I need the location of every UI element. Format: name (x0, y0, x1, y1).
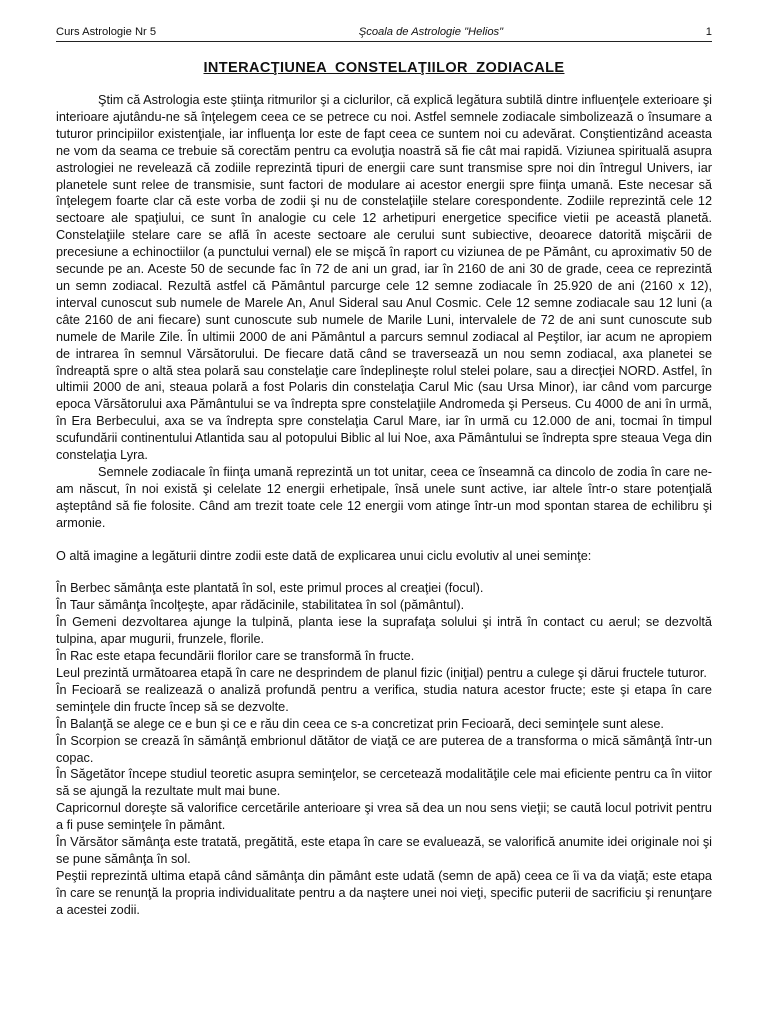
sign-leo: Leul prezintă următoarea etapă în care ne desprindem de planul fizic (iniţial) pentru a culege şi dărui fructele tuturor. (56, 666, 707, 680)
sign-libra: În Balanţă se alege ce e bun şi ce e rău din ceea ce s-a concretizat prin Fecioară, deci seminţele sunt alese. (56, 716, 664, 731)
spacer (56, 532, 712, 548)
page-header (56, 26, 712, 42)
sign-aries: În Berbec sămânţa este plantată în sol, este primul proces al creaţiei (focul). (56, 581, 484, 596)
paragraph-unity: Semnele zodiacale în fiinţa umană reprezintă un tot unitar, ceea ce înseamnă ca dincolo de zodia în care ne-am născut, în noi există şi celelate 12 energii erhetipale, însă unele sunt active, iar altele într-o stare potenţială aşteptând să fie folosite. Când am trezit toate cele 12 energii vom atinge într-un mod spontan starea de echilibru şi armonie. (56, 464, 712, 530)
paragraph-intro: Ştim că Astrologia este ştiinţa ritmurilor şi a ciclurilor, că explică legătura subtilă dintre influenţele exterioare şi interioare ajutându-ne să înţelegem ceea ce se petrece cu noi. Astfel semnele zodiacale simbolizează o însumare a tuturor principiilor existenţiale, iar influenţa lor este de fapt ceea ce suntem noi cu adevărat. Conştientizând aceasta ne vom da seama ce trebuie să corectăm pentru ca evoluţia noastră să fie cât mai rapidă. Viziunea spirituală asupra astrologiei ne revelează că zodiile reprezintă tipuri de energii care sunt transmise spre noi din întregul Univers, iar planetele sunt relee de transmisie, sunt factori de modulare ai acestor energii spre fiinţa umană. Este necesar să înţelegem foarte clar că este vorba de zodii şi nu de constelaţiile stelare corespondente. Zodiile reprezintă cele 12 sectoare ale spaţiului, ce sunt în analogie cu cele 12 arhetipuri energetice specifice vietii pe această planetă. Constelaţiile stelare care se află în aceste sectoare ale cerului sunt subiective, deoarece datorită mişcării de precesiune a echinoctiilor (a punctului vernal) ele se mişcă în raport cu viziunea de pe Pământ, cu aproximativ 50 de secunde pe an. Aceste 50 de secunde fac în 72 de ani un grad, iar în 2160 de ani 30 de grade, ceea ce reprezintă un semn zodiacal. Rezultă astfel că Pământul parcurge cele 12 semne zodiacale în 25.920 de ani (2160 x 12), interval cunoscut sub numele de Marele An, Anul Sideral sau Anul Cosmic. Cele 12 semne zodiacale sau 12 luni (a câte 2160 de ani fiecare) sunt cunoscute sub numele de Marile Luni, intervalele de 72 de ani sunt cunoscute sub numele de Marile Zile. În ultimii 2000 de ani Pământul a parcurs semnul zodiacal al Peştilor, iar acum ne apropiem de intrarea în semnul Vărsătorului. De fiecare dată când se traversează un nou semn zodiacal, axa planetei se îndreaptă spre o altă stea polară sau constelaţie care îndeplineşte rolul stelei polare, sau a direcţiei NORD. Astfel, în ultimii 2000 de ani, steaua polară a fost Polaris din constelaţia Carul Mic (sau Ursa Minor), iar când vom parcurge epoca Vărsătorului axa Pământului se va îndrepta spre constelaţiile Andromeda şi Perseus. Cu 4000 de ani în urmă, în Era Berbecului, axa se va îndrepta spre constelaţia Carul Mare, iar în urmă cu 12.000 de ani, tocmai în timpul scufundării continentului Atlantida sau al potopului Biblic al lui Noe, axa Pământului se îndrepta spre steaua Vega din constelaţia Lyra. (56, 93, 712, 463)
school-name: Şcoala de Astrologie "Helios" (358, 26, 504, 38)
document-body (56, 92, 712, 919)
document-title: INTERACŢIUNEA CONSTELAŢIILOR ZODIACALE (203, 60, 565, 76)
course-label: Curs Astrologie Nr 5 (56, 26, 157, 38)
sign-gemini: În Gemeni dezvoltarea ajunge la tulpină, planta iese la suprafaţa solului şi intră în contact cu aerul; se dezvoltă tulpina, apar mugurii, frunzele, florile. (56, 615, 712, 647)
page-number: 1 (705, 26, 712, 38)
sign-capricorn: Capricornul doreşte să valorifice cercetările anterioare şi vrea să dea un nou sens vieţii; se caută locul potrivit pentru a fi puse seminţele în pământ. (56, 801, 712, 833)
sign-taurus: În Taur sămânţa încolţeşte, apar rădăcinile, stabilitatea în sol (pământul). (56, 598, 465, 613)
sign-pisces: Peştii reprezintă ultima etapă când sămânţa din pământ este udată (semn de apă) ceea ce îi va da viaţă; este etapa în care se renunţă la propria individualitate pentru a da naştere unei noi vieţi, specific puterii de sacrificiu şi renunţare a acestei zodii. (56, 868, 712, 917)
sign-cancer: În Rac este etapa fecundării florilor care se transformă în fructe. (56, 649, 415, 664)
sign-aquarius: În Vărsător sămânţa este tratată, pregătită, este etapa în care se evaluează, se valorifică anumite idei originale noi şi se pune sămânţa în sol. (56, 835, 712, 866)
seed-cycle-intro: O altă imagine a legăturii dintre zodii este dată de explicarea unui ciclu evolutiv al unei seminţe: (56, 548, 592, 563)
sign-scorpio: În Scorpion se crează în sămânţă embrionul dătător de viaţă ce are puterea de a transforma o mică sămânţă într-un copac. (56, 733, 712, 765)
sign-virgo: În Fecioară se realizează o analiză profundă pentru a verifica, studia natura acestor fructe; este şi etapa în care seminţele din fructe încep să se dezvolte. (56, 682, 712, 714)
sign-sagittarius: În Săgetător începe studiul teoretic asupra seminţelor, se cercetează modalităţile cele mai eficiente pentru ca în viitor să se ajungă la rezultate mult mai bune. (56, 767, 712, 799)
spacer (56, 564, 712, 580)
